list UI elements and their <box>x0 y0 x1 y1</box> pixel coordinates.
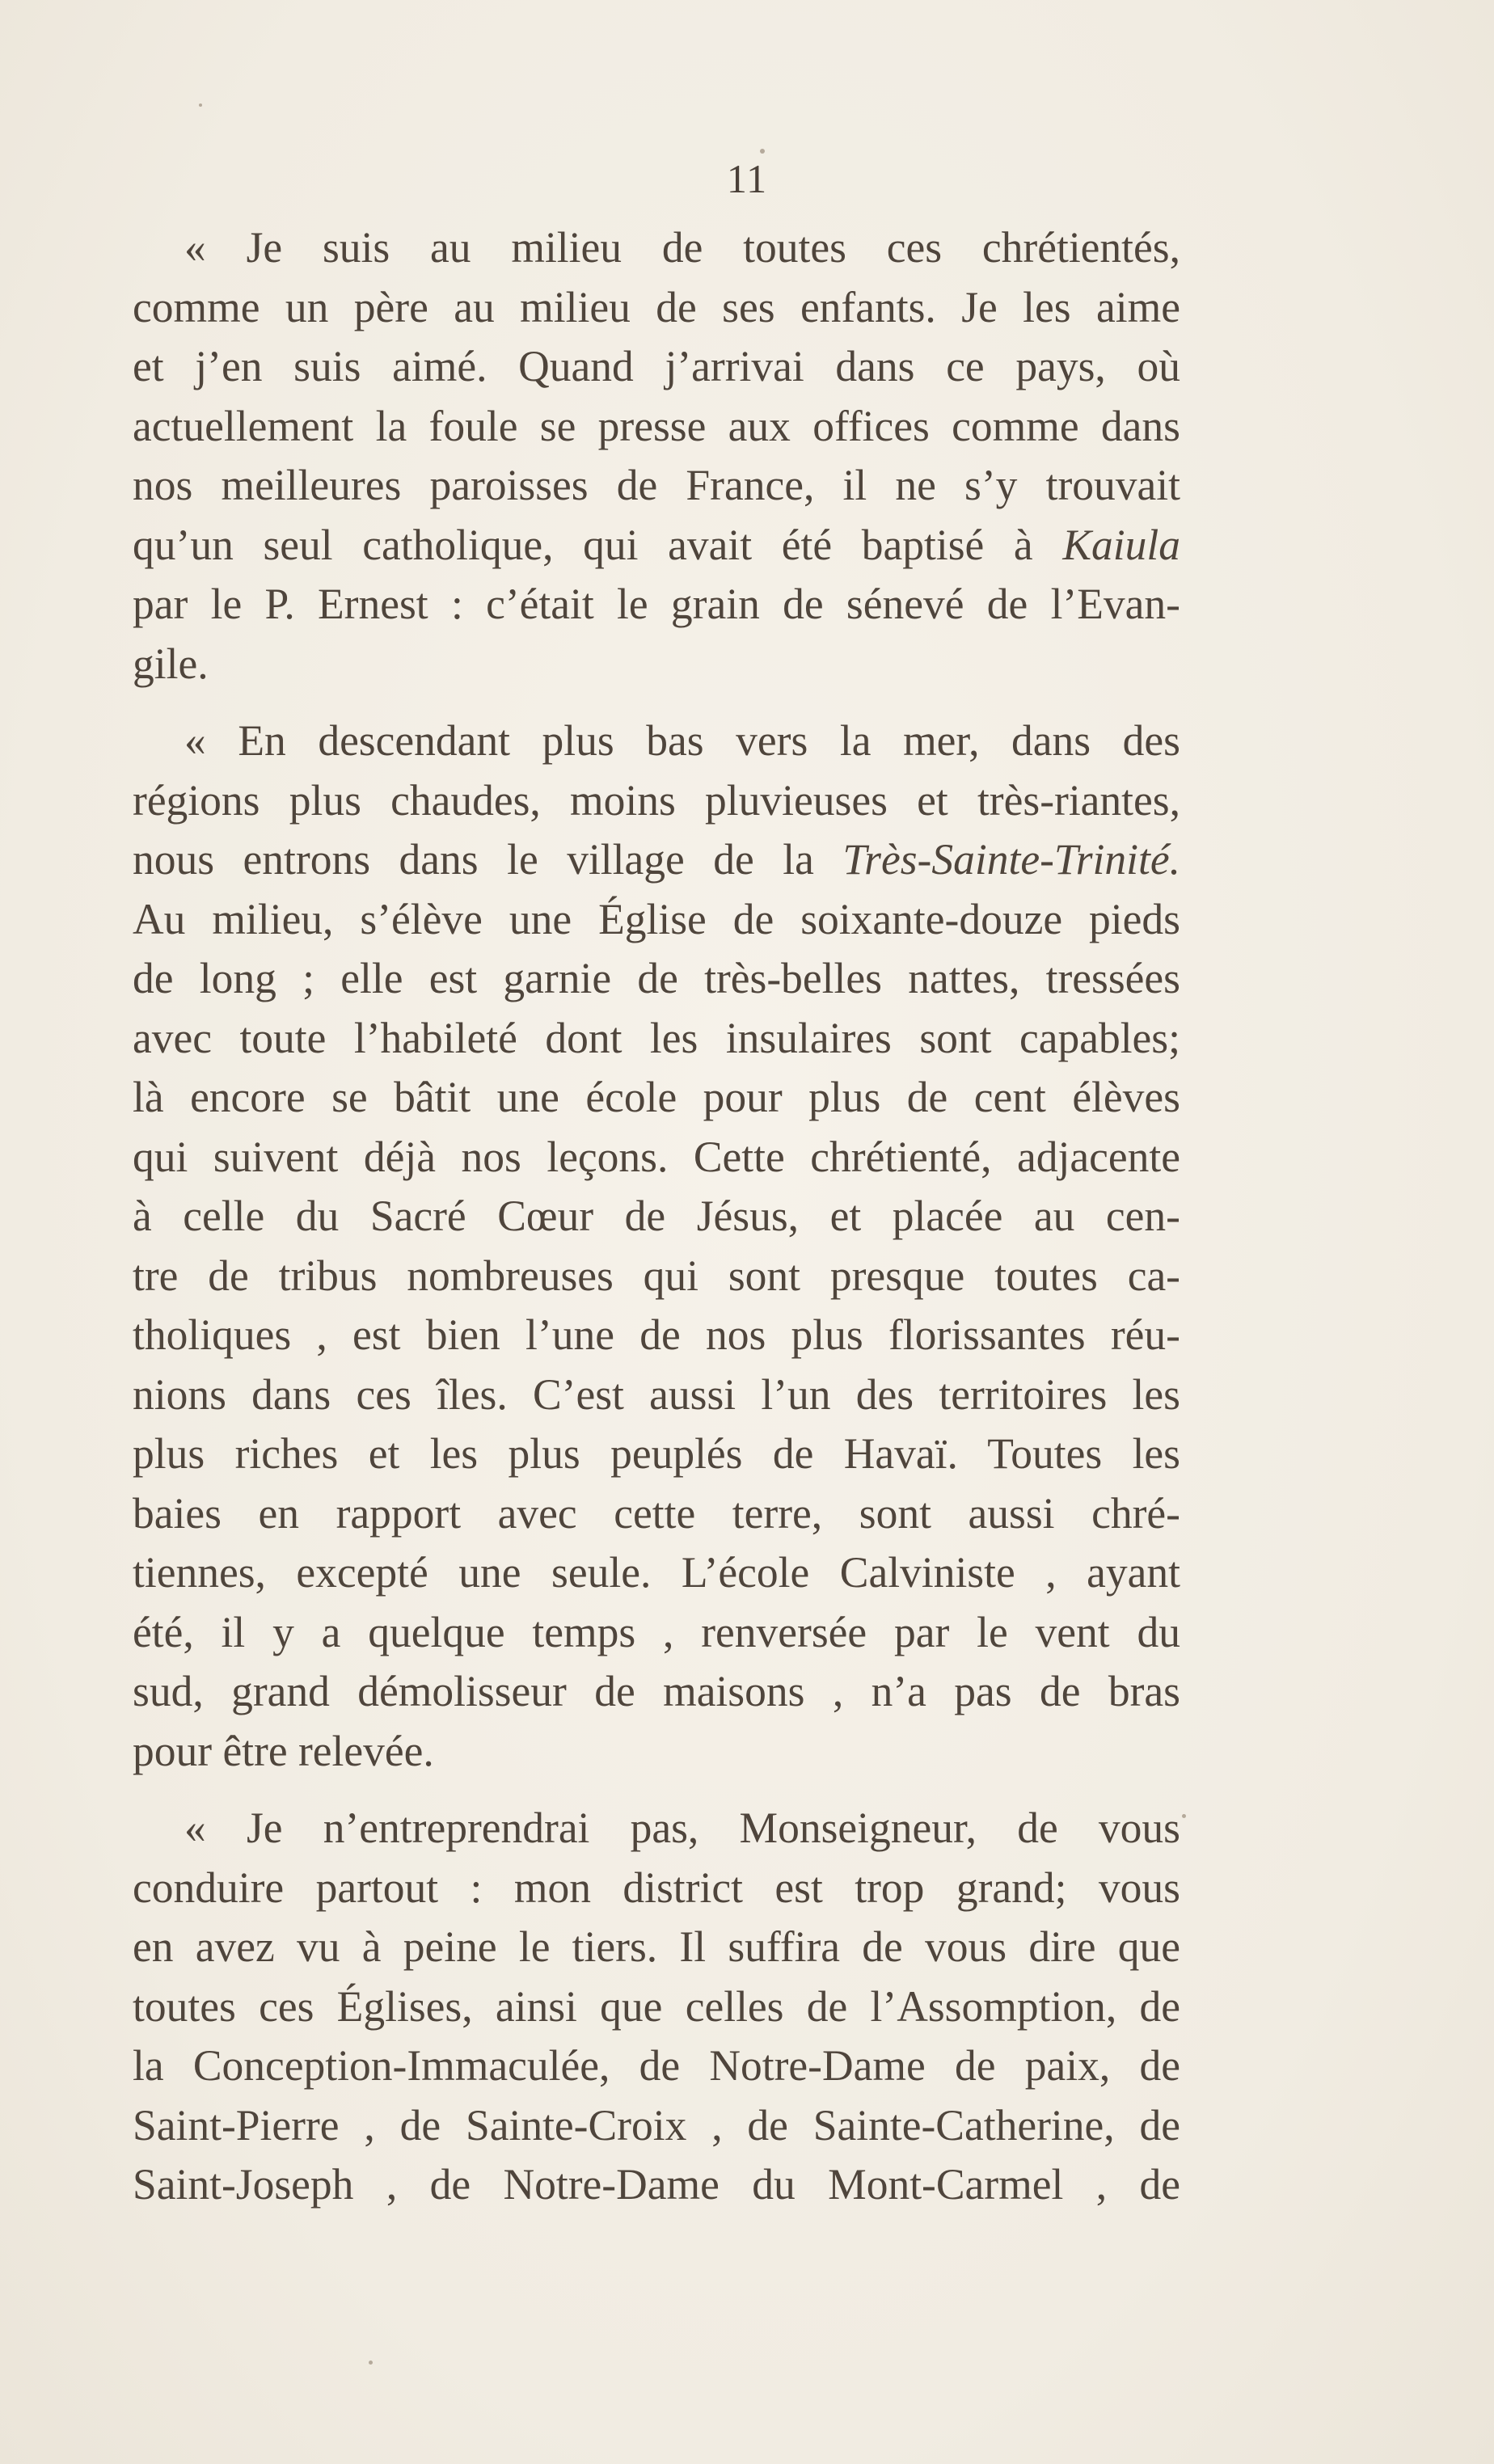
text-line: la Conception-Immaculée, de Notre-Dame de paix, de <box>133 2041 1180 2090</box>
text-line: toutes ces Églises, ainsi que celles de l’Assomption, de <box>133 1981 1180 2031</box>
text-line: qu’un seul catholique, qui avait été baptisé à Kaiula <box>133 520 1180 569</box>
place-name-kaiula: Kaiula <box>1062 520 1180 569</box>
text-line: actuellement la foule se presse aux offices comme dans <box>133 401 1180 450</box>
text-line: nos meilleures paroisses de France, il ne s’y trouvait <box>133 461 1180 509</box>
text-line: tre de tribus nombreuses qui sont presque toutes ca- <box>133 1251 1180 1300</box>
paragraph-3 <box>133 1799 1180 2215</box>
text-line: pour être relevée. <box>133 1726 434 1775</box>
text-line: nous entrons dans le village de la Très-Sainte-Trinité. <box>133 835 1180 884</box>
paragraph-1 <box>133 218 1180 694</box>
text-line: comme un père au milieu de ses enfants. Je les aime <box>133 282 1180 331</box>
text-line: « Je n’entreprendrai pas, Monseigneur, de vous <box>184 1804 1180 1852</box>
text-line: en avez vu à peine le tiers. Il suffira de vous dire que <box>133 1922 1180 1971</box>
text-line: là encore se bâtit une école pour plus de cent élèves <box>133 1073 1180 1121</box>
village-name-trinite: Très-Sainte-Trinité. <box>842 835 1180 884</box>
text-line: conduire partout : mon district est trop grand; vous <box>133 1863 1180 1912</box>
text-line: Au milieu, s’élève une Église de soixante-douze pieds <box>133 894 1180 943</box>
text-line: et j’en suis aimé. Quand j’arrivai dans ce pays, où <box>133 342 1180 390</box>
text-line: « En descendant plus bas vers la mer, dans des <box>184 716 1180 765</box>
text-line: qui suivent déjà nos leçons. Cette chrétienté, adjacente <box>133 1132 1180 1181</box>
body-text <box>133 218 1180 2215</box>
text-line: avec toute l’habileté dont les insulaires sont capables; <box>133 1013 1180 1062</box>
text-line: tholiques , est bien l’une de nos plus florissantes réu- <box>133 1310 1180 1359</box>
text-line: régions plus chaudes, moins pluvieuses et très-riantes, <box>133 775 1180 825</box>
text-line: « Je suis au milieu de toutes ces chrétientés, <box>184 223 1180 272</box>
paragraph-2 <box>133 711 1180 1781</box>
page-number: 11 <box>726 156 768 201</box>
text-line: baies en rapport avec cette terre, sont aussi chré- <box>133 1488 1180 1538</box>
text-line: gile. <box>133 639 209 688</box>
text-line: Saint-Pierre , de Sainte-Croix , de Sainte-Catherine, de <box>133 2100 1180 2150</box>
paper-speck <box>760 149 765 154</box>
text-line: plus riches et les plus peuplés de Havaï. Toutes les <box>133 1429 1180 1478</box>
text-line: par le P. Ernest : c’était le grain de sénevé de l’Evan- <box>133 580 1180 628</box>
text-line: été, il y a quelque temps , renversée par le vent du <box>133 1607 1180 1656</box>
paper-speck <box>369 2361 373 2365</box>
paper-speck <box>199 103 202 107</box>
text-line: à celle du Sacré Cœur de Jésus, et placée au cen- <box>133 1192 1180 1240</box>
text-line: sud, grand démolisseur de maisons , n’a pas de bras <box>133 1667 1180 1715</box>
text-line: tiennes, excepté une seule. L’école Calviniste , ayant <box>133 1548 1180 1597</box>
paper-speck <box>1182 1814 1186 1818</box>
text-line: Saint-Joseph , de Notre-Dame du Mont-Carmel , de <box>133 2160 1180 2209</box>
text-line: de long ; elle est garnie de très-belles nattes, tressées <box>133 954 1180 1002</box>
text-line: nions dans ces îles. C’est aussi l’un des territoires les <box>133 1369 1180 1419</box>
